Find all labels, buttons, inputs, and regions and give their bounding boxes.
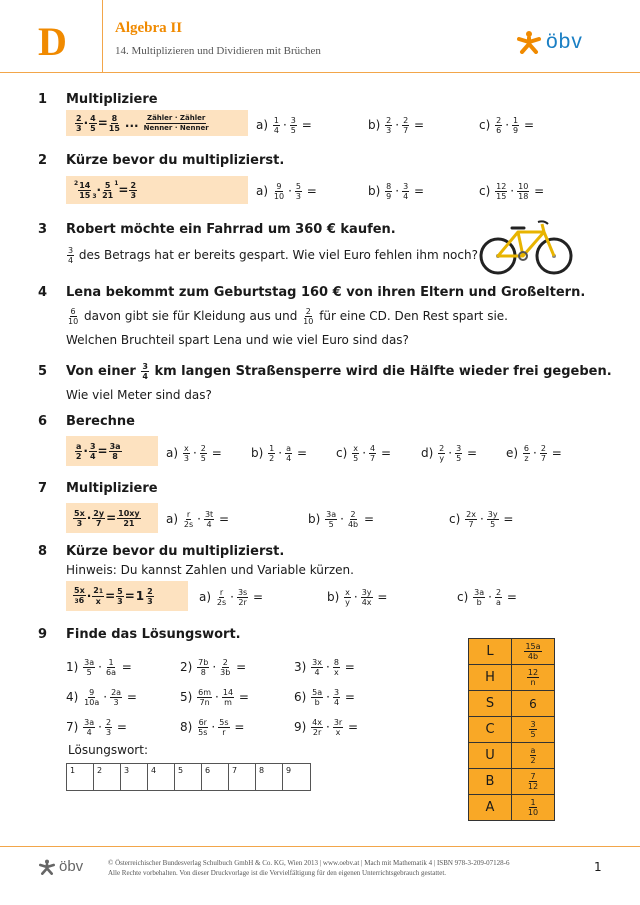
solution-table [468,638,555,821]
header-rule [0,72,640,73]
solution-word-grid[interactable] [66,763,311,791]
publisher-logo [516,30,583,54]
fraction: 2 3 [76,113,82,133]
task-number: 5 [38,364,48,379]
exercise: 7) $\frac{3a}{4}$ · $\frac{2}{3}$ = [66,718,127,737]
task-title: Robert möchte ein Fahrrad um 360 € kaufen. [66,222,396,237]
task-title: Multipliziere [66,481,158,496]
task-number: 3 [38,222,48,237]
exercise: 4) $\frac{9}{10a}$ · $\frac{2a}{3}$ = [66,688,137,707]
exercise: e) $\frac{6}{z}$ · $\frac{2}{7}$ = [506,444,562,463]
task-title: Von einer $\frac{3}{4}$ km langen Straßensperre wird die Hälfte wieder frei gegeben. [66,362,612,381]
exercise: c) $\frac{2x}{7}$ · $\frac{3y}{5}$ = [449,510,514,529]
solution-cell[interactable]: 2 [94,764,121,790]
exercise: a) $\frac{1}{4}$ · $\frac{3}{5}$ = [256,116,312,135]
task-number: 4 [38,285,48,300]
exercise: c) $\frac{12}{15}$ · $\frac{10}{18}$ = [479,182,545,201]
task-title: Finde das Lösungswort. [66,627,241,642]
task-title: Lena bekommt zum Geburtstag 160 € von ihren Eltern und Großeltern. [66,285,586,300]
task-number: 1 [38,92,48,107]
exercise: 3) $\frac{3x}{4}$ · $\frac{8}{x}$ = [294,658,355,677]
logo-figure-icon [38,859,56,875]
exercise: c) $\frac{3a}{b}$ · $\frac{2}{a}$ = [457,588,517,607]
solution-cell[interactable]: 9 [286,766,292,775]
example-box-1: 2 3 · 4 5 = 8 15 ... Zähler · Zähler Nenner · Nenner [66,110,248,136]
solution-word-label: Lösungswort: [68,743,148,757]
table-row: A $\frac{1}{10}$ [469,795,554,820]
task-title: Kürze bevor du multiplizierst. [66,544,285,559]
task-text: Wie viel Meter sind das? [66,388,212,402]
exercise: d) $\frac{2}{y}$ · $\frac{3}{5}$ = [421,444,478,463]
exercise: b) $\frac{2}{3}$ · $\frac{2}{7}$ = [368,116,425,135]
exercise: a) $\frac{9}{10}$ · $\frac{5}{3}$ = [256,182,317,201]
page-subtitle: 14. Multiplizieren und Dividieren mit Brüchen [115,45,321,57]
page-title: Algebra II [115,20,183,36]
exercise: c) $\frac{2}{6}$ · $\frac{1}{9}$ = [479,116,534,135]
exercise: 9) $\frac{4x}{2r}$ · $\frac{3r}{x}$ = [294,718,359,737]
example-box-6: a 2 · 3 4 = 3a 8 [66,436,158,466]
solution-cell[interactable]: 1 [67,764,94,790]
exercise: a) $\frac{x}{3}$ · $\frac{2}{5}$ = [166,444,222,463]
table-row: U $\frac{a}{2}$ [469,743,554,769]
exercise: b) $\frac{1}{2}$ · $\frac{a}{4}$ = [251,444,308,463]
exercise: b) $\frac{8}{9}$ · $\frac{3}{4}$ = [368,182,425,201]
task-title: Multipliziere [66,92,158,107]
exercise: c) $\frac{x}{5}$ · $\frac{4}{7}$ = [336,444,391,463]
fraction: 4 5 [90,113,96,133]
table-row: S 6 [469,691,554,717]
exercise: 8) $\frac{6r}{5s}$ · $\frac{5s}{r}$ = [180,718,245,737]
solution-cell[interactable]: 5 [175,764,202,790]
logo-figure-icon [516,30,542,54]
footer-rule [0,846,640,847]
task-text: $\frac{3}{4}$ des Betrags hat er bereits gespart. Wie viel Euro fehlen ihm noch? [68,246,478,265]
copyright-text: © Österreichischer Bundesverlag Schulbuch GmbH & Co. KG, Wien 2013 | www.oebv.at | Mach mit Mathematik 4 | ISBN 978-3-209-07128-6 Alle Rechte vorbehalten. Von dieser Druckvorlage ist die Vervielfältigung für den eigenen Unterrichtsgebrauch gestattet. [108,859,510,877]
exercise: 5) $\frac{6m}{7n}$ · $\frac{14}{m}$ = [180,688,249,707]
table-row: B $\frac{7}{12}$ [469,769,554,795]
footer-logo: öbv [38,858,83,875]
fraction: 8 15 [108,113,120,133]
solution-cell[interactable]: 3 [121,764,148,790]
table-row: L $\frac{15a}{4b}$ [469,639,554,665]
task-number: 8 [38,544,48,559]
example-box-2: 2 14 15 3 · 5 21 1 = 2 3 [66,176,248,204]
solution-cell[interactable]: 4 [148,764,175,790]
task-title: Kürze bevor du multiplizierst. [66,153,285,168]
exercise: 6) $\frac{5a}{b}$ · $\frac{3}{4}$ = [294,688,355,707]
solution-cell[interactable]: 7 [229,764,256,790]
exercise: 1) $\frac{3a}{5}$ · $\frac{1}{6a}$ = [66,658,132,677]
logo-text: öbv [546,30,583,53]
exercise: a) $\frac{r}{2s}$ · $\frac{3t}{4}$ = [166,510,230,529]
example-box-7: 5x 3 · 2y 7 = 10xy 21 [66,503,158,533]
task-title: Berechne [66,414,135,429]
bicycle-image [478,214,574,276]
table-row: H $\frac{12}{n}$ [469,665,554,691]
solution-cell[interactable]: 8 [256,764,283,790]
task-number: 2 [38,153,48,168]
header-divider [102,0,103,72]
page-number: 1 [594,860,602,874]
rule-fraction: Zähler · Zähler Nenner · Nenner [143,113,209,132]
task-number: 7 [38,481,48,496]
exercise: 2) $\frac{7b}{8}$ · $\frac{2}{3b}$ = [180,658,247,677]
exercise: a) $\frac{r}{2s}$ · $\frac{3s}{2r}$ = [199,588,264,607]
table-row: C $\frac{3}{5}$ [469,717,554,743]
task-number: 6 [38,414,48,429]
exercise: b) $\frac{x}{y}$ · $\frac{3y}{4x}$ = [327,588,388,607]
hint-text: Hinweis: Du kannst Zahlen und Variable kürzen. [66,563,354,577]
exercise: b) $\frac{3a}{5}$ · $\frac{2}{4b}$ = [308,510,375,529]
solution-cell[interactable]: 6 [202,764,229,790]
chapter-letter: D [38,19,67,64]
task-number: 9 [38,627,48,642]
task-text: Welchen Bruchteil spart Lena und wie viel Euro sind das? [66,333,409,347]
example-box-8: 5x 36 · 21 x = 5 3 = 1 2 3 [66,581,188,611]
task-text: $\frac{6}{10}$ davon gibt sie für Kleidung aus und $\frac{2}{10}$ für eine CD. Den Rest spart sie. [68,307,508,326]
